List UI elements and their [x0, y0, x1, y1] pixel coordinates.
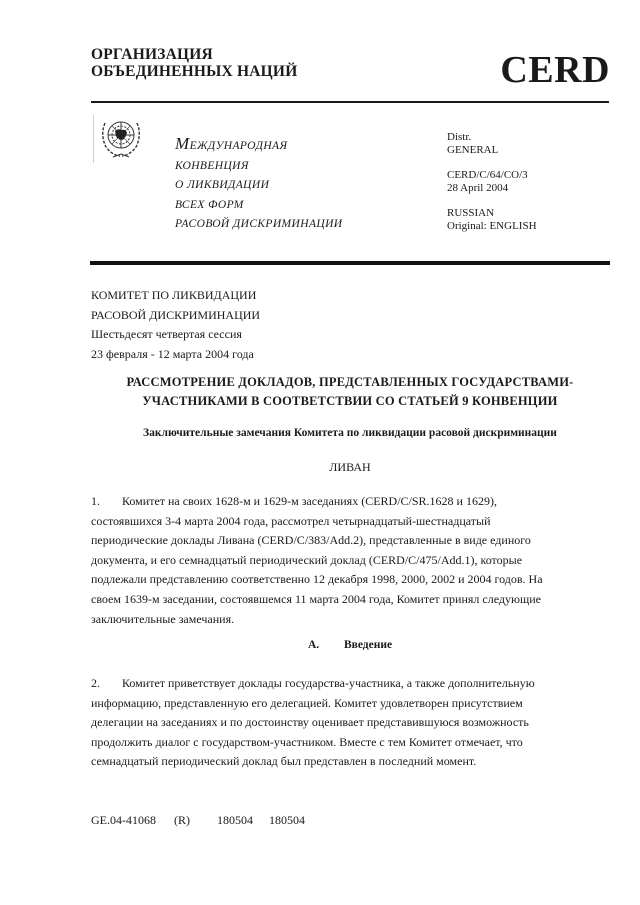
document-symbol: CERD/C/64/CO/3 — [447, 169, 528, 181]
masthead-rule — [90, 261, 610, 265]
section-title: Введение — [343, 639, 393, 651]
distr-label: Distr. — [447, 131, 472, 143]
paragraph-line: документа, и его семнадцатый периодический доклад (CERD/C/475/Add.1), которые — [91, 552, 523, 567]
paragraph-2 — [91, 674, 611, 772]
distribution-info — [447, 131, 537, 232]
convention-line-2: КОНВЕНЦИЯ — [175, 159, 249, 172]
language-code: (R) — [174, 813, 190, 827]
paragraph-number: 1. — [91, 494, 100, 508]
convention-line-1 — [175, 134, 343, 157]
footer-date-1: 180504 — [217, 813, 253, 827]
paragraph-text: Комитет на своих 1628-м и 1629-м заседаниях (CERD/C/SR.1628 и 1629), — [122, 494, 497, 508]
title-line-1: РАССМОТРЕНИЕ ДОКЛАДОВ, ПРЕДСТАВЛЕННЫХ ГОСУДАРСТВАМИ- — [126, 375, 574, 389]
paragraph-text: Комитет приветствует доклады государства-участника, а также дополнительную — [122, 676, 535, 690]
paragraph-line: продолжить диалог с государством-участником. Вместе с тем Комитет отмечает, что — [91, 734, 523, 749]
footer-date-2: 180504 — [269, 813, 305, 827]
distr-value: GENERAL — [447, 143, 499, 156]
paragraph-line: информацию, представленную его делегацией. Комитет удовлетворен присутствием — [91, 695, 523, 710]
paragraph-line: состоявшихся 3-4 марта 2004 года, рассмотрел четырнадцатый-шестнадцатый — [91, 513, 491, 528]
committee-info — [91, 286, 260, 364]
document-subtitle: Заключительные замечания Комитета по ликвидации расовой дискриминации — [143, 427, 557, 439]
paragraph-line: семнадцатый периодический доклад был представлен в последний момент. — [91, 754, 477, 769]
paragraph-line: делегации на заседаниях и по достоинству оценивает представившуюся возможность — [91, 715, 529, 730]
paragraph-number: 2. — [91, 676, 100, 690]
document-footer — [91, 813, 305, 827]
original-language: Original: ENGLISH — [447, 219, 537, 232]
convention-line-5: РАСОВОЙ ДИСКРИМИНАЦИИ — [175, 218, 343, 230]
country-name: ЛИВАН — [329, 460, 371, 474]
emblem-margin-line — [93, 115, 94, 163]
paragraph-line: своем 1639-м заседании, состоявшемся 11 марта 2004 года, Комитет принял следующие — [91, 591, 541, 606]
session-dates: 23 февраля - 12 марта 2004 года — [91, 346, 254, 361]
document-language: RUSSIAN — [447, 207, 495, 219]
paragraph-line — [91, 674, 611, 694]
convention-line-3: О ЛИКВИДАЦИИ — [175, 179, 270, 191]
job-number: GE.04-41068 — [91, 813, 156, 827]
convention-title — [175, 134, 343, 235]
organization-name — [91, 46, 297, 80]
committee-line-1: КОМИТЕТ ПО ЛИКВИДАЦИИ — [91, 288, 257, 302]
paragraph-line: периодические доклады Ливана (CERD/C/383/Add.2), представленные в виде единого — [91, 533, 531, 548]
convention-line-4: ВСЕХ ФОРМ — [175, 198, 244, 211]
section-letter: A. — [307, 639, 320, 651]
header-rule — [91, 101, 609, 103]
paragraph-line: подлежали представлению соответственно 12 декабря 1998, 2000, 2002 и 2004 годов. На — [91, 572, 543, 587]
paragraph-line: заключительные замечания. — [91, 611, 235, 626]
paragraph-1 — [91, 492, 611, 629]
document-title — [91, 373, 609, 411]
convention-line-1-rest: ЕЖДУНАРОДНАЯ — [189, 140, 288, 152]
org-line-2: ОБЪЕДИНЕННЫХ НАЦИЙ — [91, 63, 298, 80]
org-line-1: ОРГАНИЗАЦИЯ — [91, 46, 213, 63]
title-line-2: УЧАСТНИКАМИ В СООТВЕТСТВИИ СО СТАТЬЕЙ 9 КОНВЕНЦИИ — [142, 394, 558, 408]
document-date: 28 April 2004 — [447, 181, 509, 194]
un-emblem-icon — [98, 113, 144, 161]
section-heading — [91, 638, 609, 652]
session-name: Шестьдесят четвертая сессия — [91, 327, 242, 341]
committee-line-2: РАСОВОЙ ДИСКРИМИНАЦИИ — [91, 307, 261, 322]
document-symbol-heading: CERD — [500, 49, 610, 91]
convention-initial: М — [175, 134, 190, 153]
paragraph-line — [91, 492, 611, 512]
